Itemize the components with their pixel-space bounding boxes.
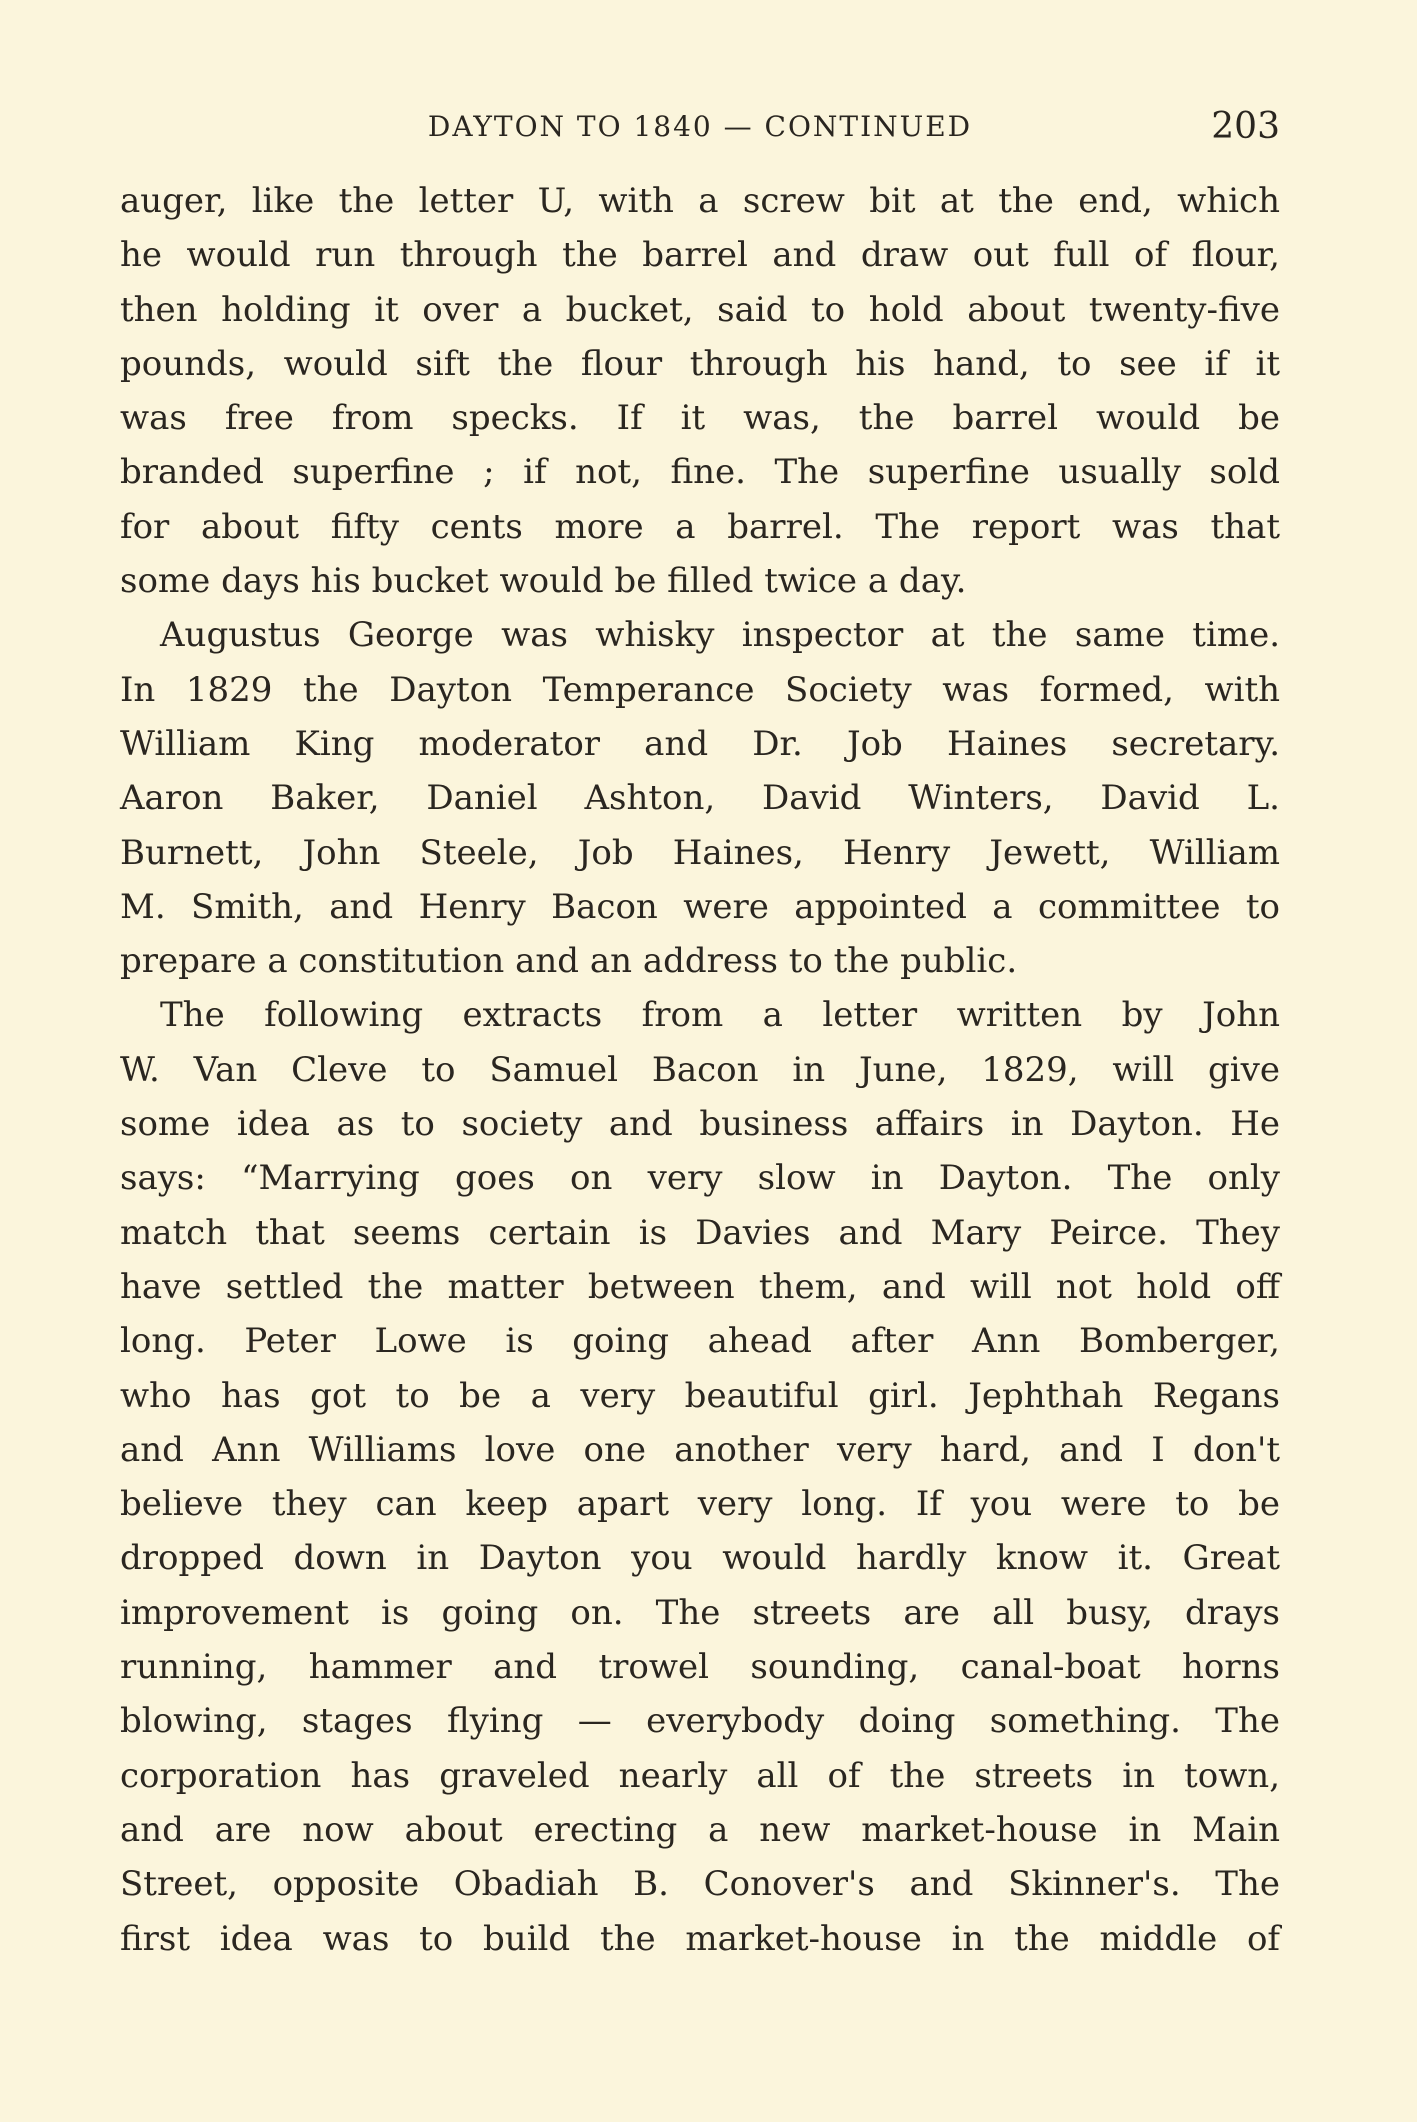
text-line: then holding it over a bucket, said to hold about twenty-five — [120, 289, 1280, 330]
page-header — [120, 106, 1280, 150]
text-line: prepare a constitution and an address to the public. — [120, 941, 1018, 982]
text-line: some days his bucket would be filled twice a day. — [120, 561, 967, 602]
paragraph-first-line: Augustus George was whisky inspector at the same time. — [160, 615, 1280, 656]
text-line: Street, opposite Obadiah B. Conover's and Skinner's. The — [120, 1864, 1280, 1905]
text-line: In 1829 the Dayton Temperance Society was formed, with — [120, 669, 1280, 710]
text-line: was free from specks. If it was, the barrel would be — [120, 398, 1280, 439]
text-line: improvement is going on. The streets are all busy, drays — [120, 1592, 1280, 1633]
text-line: pounds, would sift the flour through his hand, to see if it — [120, 343, 1280, 384]
text-line: dropped down in Dayton you would hardly know it. Great — [120, 1538, 1280, 1579]
text-line: blowing, stages flying — everybody doing something. The — [120, 1701, 1280, 1742]
text-line: says: “Marrying goes on very slow in Dayton. The only — [120, 1158, 1280, 1199]
text-line: Burnett, John Steele, Job Haines, Henry Jewett, William — [120, 832, 1280, 873]
text-line: auger, like the letter U, with a screw bit at the end, which — [120, 181, 1280, 221]
page-number: 203 — [1211, 106, 1280, 147]
text-line: M. Smith, and Henry Bacon were appointed a committee to — [120, 886, 1280, 927]
text-line: and Ann Williams love one another very hard, and I don't — [120, 1429, 1280, 1470]
text-line: for about fifty cents more a barrel. The report was that — [120, 506, 1280, 547]
text-line: believe they can keep apart very long. If you were to be — [120, 1484, 1280, 1525]
text-line: branded superfine ; if not, fine. The superfine usually sold — [120, 452, 1280, 493]
text-line: first idea was to build the market-house in the middle of — [120, 1918, 1280, 1959]
text-line: W. Van Cleve to Samuel Bacon in June, 1829, will give — [120, 1049, 1280, 1090]
text-line: he would run through the barrel and draw out full of flour, — [120, 235, 1280, 276]
paragraph-first-line: The following extracts from a letter written by John — [160, 995, 1280, 1036]
text-line: who has got to be a very beautiful girl. Jephthah Regans — [120, 1375, 1280, 1416]
text-line: have settled the matter between them, and will not hold off — [120, 1266, 1280, 1307]
text-line: match that seems certain is Davies and Mary Peirce. They — [120, 1212, 1280, 1253]
body-text — [120, 174, 1280, 1966]
text-line: and are now about erecting a new market-house in Main — [120, 1809, 1280, 1850]
text-line: Aaron Baker, Daniel Ashton, David Winters, David L. — [120, 778, 1280, 819]
text-line: long. Peter Lowe is going ahead after Ann Bomberger, — [120, 1321, 1280, 1362]
text-line: William King moderator and Dr. Job Haines secretary. — [120, 723, 1280, 764]
text-line: running, hammer and trowel sounding, canal-boat horns — [120, 1647, 1280, 1688]
text-line: corporation has graveled nearly all of the streets in town, — [120, 1755, 1280, 1796]
text-line: some idea as to society and business affairs in Dayton. He — [120, 1104, 1280, 1145]
running-title: DAYTON TO 1840 — CONTINUED — [427, 110, 973, 143]
